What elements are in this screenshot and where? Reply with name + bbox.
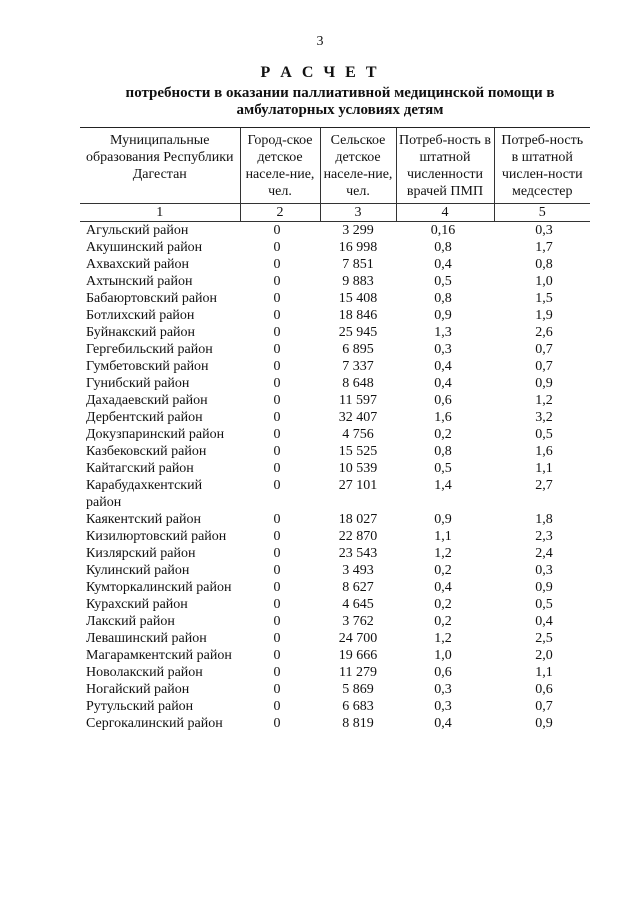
- table-row: [80, 613, 590, 630]
- doctors-need-cell: 0,9: [434, 512, 452, 527]
- document-title: Р А С Ч Е Т: [260, 64, 380, 81]
- header-urban-population: Город-ское детское населе-ние, чел.: [240, 128, 320, 204]
- rural-population-cell: 15 408: [338, 291, 378, 306]
- district-name-cell: Левашинский район: [86, 631, 207, 646]
- rural-population-cell: 11 597: [339, 393, 377, 408]
- district-name-cell: Кумторкалинский район: [86, 580, 232, 595]
- nurses-need-cell: 0,5: [535, 427, 553, 442]
- rural-population-cell: 7 851: [342, 257, 374, 272]
- district-name-cell: Кизлярский район: [86, 546, 196, 561]
- table-row: [80, 426, 590, 443]
- urban-population-cell: 0: [273, 444, 281, 459]
- header-nurses-need: Потреб-ность в штатной числен-ности медсестер: [494, 128, 590, 204]
- doctors-need-cell: 0,9: [434, 308, 452, 323]
- district-name-cell: Докузпаринский район: [86, 427, 225, 442]
- table-container: [80, 127, 590, 732]
- table-row: [80, 477, 590, 511]
- doctors-need-cell: 0,3: [434, 682, 452, 697]
- district-name-cell: Дахадаевский район: [86, 393, 208, 408]
- nurses-need-cell: 1,0: [535, 274, 553, 289]
- district-name-cell: Рутульский район: [86, 699, 194, 714]
- district-name-cell: Казбековский район: [86, 444, 207, 459]
- district-name-cell: Буйнакский район: [86, 325, 196, 340]
- urban-population-cell: 0: [273, 342, 281, 357]
- nurses-need-cell: 1,1: [535, 665, 553, 680]
- header-doctors-need: Потреб-ность в штатной численности врачей ПМП: [396, 128, 494, 204]
- nurses-need-cell: 1,8: [535, 512, 553, 527]
- nurses-need-cell: 0,3: [535, 223, 553, 238]
- rural-population-cell: 8 627: [342, 580, 374, 595]
- urban-population-cell: 0: [273, 325, 281, 340]
- district-name-cell: Магарамкентский район: [86, 648, 232, 663]
- urban-population-cell: 0: [273, 614, 281, 629]
- nurses-need-cell: 0,7: [535, 359, 553, 374]
- doctors-need-cell: 1,2: [434, 546, 452, 561]
- rural-population-cell: 32 407: [338, 410, 378, 425]
- table-row: [80, 409, 590, 426]
- urban-population-cell: 0: [273, 682, 281, 697]
- doctors-need-cell: 0,8: [434, 444, 452, 459]
- district-name-cell: Ботлихский район: [86, 308, 195, 323]
- doctors-need-cell: 0,3: [434, 342, 452, 357]
- column-number-row: [80, 204, 590, 222]
- urban-population-cell: 0: [273, 257, 281, 272]
- rural-population-cell: 4 645: [342, 597, 374, 612]
- table-row: [80, 443, 590, 460]
- urban-population-cell: 0: [273, 240, 281, 255]
- doctors-need-cell: 0,4: [434, 257, 452, 272]
- nurses-need-cell: 1,7: [535, 240, 553, 255]
- urban-population-cell: 0: [273, 546, 281, 561]
- nurses-need-cell: 1,1: [535, 461, 553, 476]
- table-row: [80, 358, 590, 375]
- nurses-need-cell: 0,7: [535, 699, 553, 714]
- rural-population-cell: 9 883: [342, 274, 374, 289]
- table-row: [80, 290, 590, 307]
- table-row: [80, 222, 590, 240]
- column-number: 2: [240, 204, 320, 222]
- urban-population-cell: 0: [273, 563, 281, 578]
- rural-population-cell: 18 846: [338, 308, 378, 323]
- table-row: [80, 392, 590, 409]
- table-row: [80, 528, 590, 545]
- rural-population-cell: 11 279: [339, 665, 377, 680]
- urban-population-cell: 0: [273, 665, 281, 680]
- rural-population-cell: 16 998: [338, 240, 378, 255]
- rural-population-cell: 24 700: [338, 631, 378, 646]
- rural-population-cell: 8 648: [342, 376, 374, 391]
- doctors-need-cell: 1,0: [434, 648, 452, 663]
- district-name-cell: Курахский район: [86, 597, 188, 612]
- district-name-cell: Ахвахский район: [86, 257, 190, 272]
- district-name-cell: Ахтынский район: [86, 274, 193, 289]
- urban-population-cell: 0: [273, 223, 281, 238]
- rural-population-cell: 22 870: [338, 529, 378, 544]
- district-name-cell: Каякентский район: [86, 512, 201, 527]
- nurses-need-cell: 0,5: [535, 597, 553, 612]
- table-body: [80, 222, 590, 733]
- district-name-cell: Акушинский район: [86, 240, 203, 255]
- nurses-need-cell: 2,7: [535, 478, 553, 493]
- data-table: [80, 127, 590, 732]
- table-row: [80, 562, 590, 579]
- nurses-need-cell: 2,6: [535, 325, 553, 340]
- district-name-cell: Кулинский район: [86, 563, 190, 578]
- doctors-need-cell: 0,6: [434, 393, 452, 408]
- district-name-cell: Карабудахкентский район: [86, 478, 203, 510]
- district-name-cell: Агульский район: [86, 223, 189, 238]
- doctors-need-cell: 1,4: [434, 478, 452, 493]
- table-row: [80, 341, 590, 358]
- district-name-cell: Лакский район: [86, 614, 175, 629]
- doctors-need-cell: 0,4: [434, 716, 452, 731]
- doctors-need-cell: 1,6: [434, 410, 452, 425]
- column-number: 4: [396, 204, 494, 222]
- nurses-need-cell: 0,9: [535, 376, 553, 391]
- urban-population-cell: 0: [273, 529, 281, 544]
- urban-population-cell: 0: [273, 274, 281, 289]
- doctors-need-cell: 1,1: [434, 529, 452, 544]
- doctors-need-cell: 0,5: [434, 461, 452, 476]
- table-row: [80, 664, 590, 681]
- doctors-need-cell: 0,6: [434, 665, 452, 680]
- urban-population-cell: 0: [273, 393, 281, 408]
- district-name-cell: Бабаюртовский район: [86, 291, 218, 306]
- table-row: [80, 307, 590, 324]
- rural-population-cell: 6 895: [342, 342, 374, 357]
- district-name-cell: Ногайский район: [86, 682, 190, 697]
- table-row: [80, 511, 590, 528]
- district-name-cell: Гунибский район: [86, 376, 190, 391]
- doctors-need-cell: 1,2: [434, 631, 452, 646]
- urban-population-cell: 0: [273, 308, 281, 323]
- district-name-cell: Гергебильский район: [86, 342, 213, 357]
- urban-population-cell: 0: [273, 359, 281, 374]
- document-subtitle: потребности в оказании паллиативной медицинской помощи в амбулаторных условиях детям: [125, 85, 555, 118]
- district-name-cell: Сергокалинский район: [86, 716, 223, 731]
- rural-population-cell: 15 525: [338, 444, 378, 459]
- doctors-need-cell: 0,2: [434, 597, 452, 612]
- nurses-need-cell: 0,6: [535, 682, 553, 697]
- urban-population-cell: 0: [273, 648, 281, 663]
- rural-population-cell: 7 337: [342, 359, 374, 374]
- rural-population-cell: 4 756: [342, 427, 374, 442]
- table-header-row: [80, 128, 590, 204]
- district-name-cell: Новолакский район: [86, 665, 203, 680]
- header-municipality: Муниципальные образования Республики Дагестан: [80, 128, 240, 204]
- rural-population-cell: 19 666: [338, 648, 378, 663]
- column-number: 3: [320, 204, 396, 222]
- table-row: [80, 681, 590, 698]
- doctors-need-cell: 0,5: [434, 274, 452, 289]
- column-number: 1: [80, 204, 240, 222]
- nurses-need-cell: 1,6: [535, 444, 553, 459]
- doctors-need-cell: 0,16: [430, 223, 456, 238]
- urban-population-cell: 0: [273, 699, 281, 714]
- nurses-need-cell: 0,9: [535, 716, 553, 731]
- doctors-need-cell: 0,3: [434, 699, 452, 714]
- urban-population-cell: 0: [273, 597, 281, 612]
- nurses-need-cell: 3,2: [535, 410, 553, 425]
- doctors-need-cell: 0,2: [434, 614, 452, 629]
- table-row: [80, 256, 590, 273]
- doctors-need-cell: 0,2: [434, 563, 452, 578]
- table-row: [80, 715, 590, 732]
- nurses-need-cell: 0,4: [535, 614, 553, 629]
- urban-population-cell: 0: [273, 376, 281, 391]
- table-row: [80, 698, 590, 715]
- table-row: [80, 630, 590, 647]
- rural-population-cell: 6 683: [342, 699, 374, 714]
- urban-population-cell: 0: [273, 478, 281, 493]
- nurses-need-cell: 2,4: [535, 546, 553, 561]
- nurses-need-cell: 2,5: [535, 631, 553, 646]
- urban-population-cell: 0: [273, 716, 281, 731]
- urban-population-cell: 0: [273, 631, 281, 646]
- rural-population-cell: 8 819: [342, 716, 374, 731]
- table-row: [80, 460, 590, 477]
- page-number: 3: [316, 34, 324, 49]
- table-row: [80, 273, 590, 290]
- rural-population-cell: 25 945: [338, 325, 378, 340]
- table-row: [80, 324, 590, 341]
- nurses-need-cell: 0,9: [535, 580, 553, 595]
- rural-population-cell: 5 869: [342, 682, 374, 697]
- header-rural-population: Сельское детское населе-ние, чел.: [320, 128, 396, 204]
- nurses-need-cell: 0,7: [535, 342, 553, 357]
- table-row: [80, 239, 590, 256]
- doctors-need-cell: 0,8: [434, 240, 452, 255]
- table-row: [80, 596, 590, 613]
- doctors-need-cell: 0,4: [434, 359, 452, 374]
- nurses-need-cell: 1,9: [535, 308, 553, 323]
- rural-population-cell: 23 543: [338, 546, 378, 561]
- doctors-need-cell: 0,4: [434, 376, 452, 391]
- urban-population-cell: 0: [273, 410, 281, 425]
- nurses-need-cell: 0,3: [535, 563, 553, 578]
- table-row: [80, 579, 590, 596]
- rural-population-cell: 3 299: [342, 223, 374, 238]
- table-row: [80, 545, 590, 562]
- nurses-need-cell: 2,0: [535, 648, 553, 663]
- nurses-need-cell: 2,3: [535, 529, 553, 544]
- doctors-need-cell: 0,4: [434, 580, 452, 595]
- doctors-need-cell: 1,3: [434, 325, 452, 340]
- rural-population-cell: 3 493: [342, 563, 374, 578]
- nurses-need-cell: 1,5: [535, 291, 553, 306]
- district-name-cell: Дербентский район: [86, 410, 203, 425]
- rural-population-cell: 10 539: [338, 461, 378, 476]
- urban-population-cell: 0: [273, 291, 281, 306]
- district-name-cell: Кизилюртовский район: [86, 529, 227, 544]
- doctors-need-cell: 0,8: [434, 291, 452, 306]
- rural-population-cell: 3 762: [342, 614, 374, 629]
- urban-population-cell: 0: [273, 512, 281, 527]
- column-number: 5: [494, 204, 590, 222]
- urban-population-cell: 0: [273, 580, 281, 595]
- table-row: [80, 375, 590, 392]
- table-row: [80, 647, 590, 664]
- doctors-need-cell: 0,2: [434, 427, 452, 442]
- nurses-need-cell: 1,2: [535, 393, 553, 408]
- district-name-cell: Кайтагский район: [86, 461, 194, 476]
- district-name-cell: Гумбетовский район: [86, 359, 209, 374]
- rural-population-cell: 27 101: [338, 478, 378, 493]
- urban-population-cell: 0: [273, 461, 281, 476]
- rural-population-cell: 18 027: [338, 512, 378, 527]
- urban-population-cell: 0: [273, 427, 281, 442]
- nurses-need-cell: 0,8: [535, 257, 553, 272]
